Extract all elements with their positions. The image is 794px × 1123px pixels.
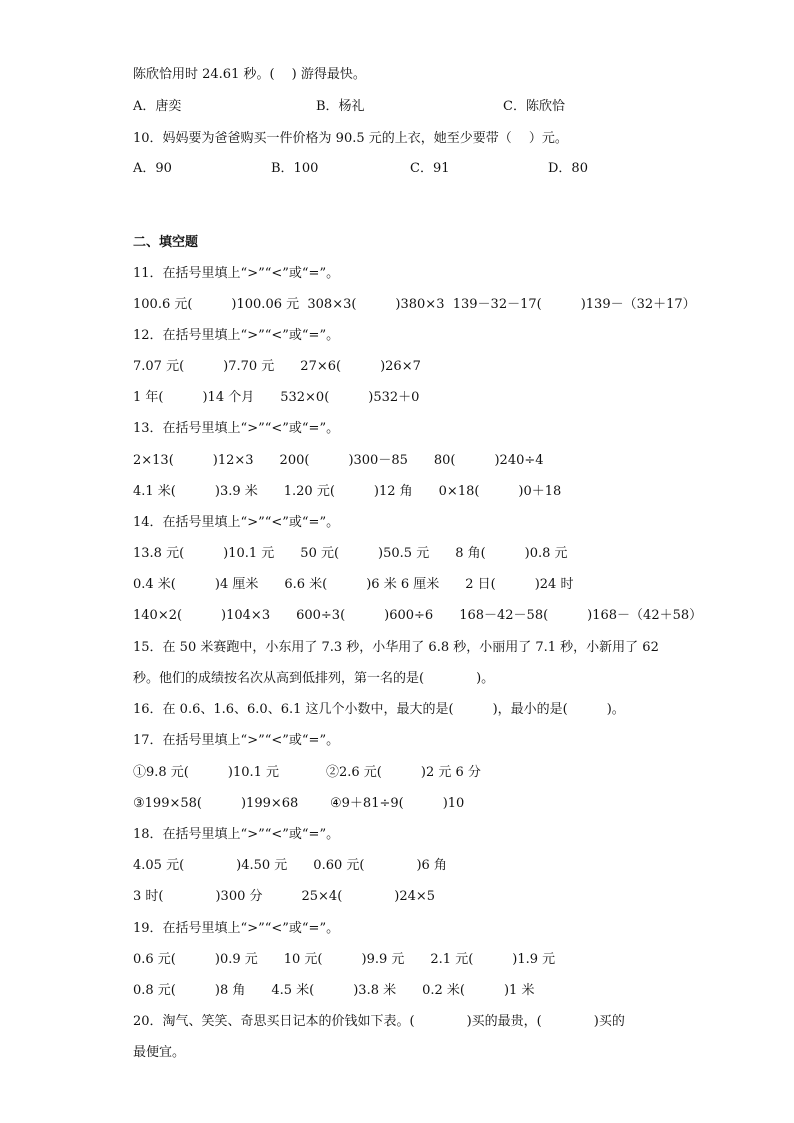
q9-options [133, 98, 565, 116]
q19-stem: 19．在括号里填上“>”“<”或“=”。 [133, 921, 340, 936]
q18-line-1: 4.05 元( )4.50 元 0.60 元( )6 角 [133, 858, 447, 873]
q9-option-a[interactable]: A．唐奕 [133, 99, 182, 114]
q12-line-2: 1 年( )14 个月 532×0( )532＋0 [133, 390, 420, 405]
q9-option-c[interactable]: C．陈欣恰 [503, 99, 565, 114]
q17-stem: 17．在括号里填上“>”“<”或“=”。 [133, 733, 340, 748]
q17-row-2 [133, 795, 465, 813]
q12-stem: 12．在括号里填上“>”“<”或“=”。 [133, 328, 340, 343]
q9-option-b[interactable]: B．杨礼 [316, 99, 365, 114]
q13-line-2: 4.1 米( )3.9 米 1.20 元( )12 角 0×18( )0＋18 [133, 484, 562, 499]
q10-option-a[interactable]: A．90 [133, 161, 172, 176]
section-title: 二、填空题 [133, 235, 199, 250]
q14-line-3: 140×2( )104×3 600÷3( )600÷6 168－42－58( )168－（42＋58） [133, 608, 703, 623]
q20-line-2: 最便宜。 [133, 1045, 186, 1060]
q10-stem: 10．妈妈要为爸爸购买一件价格为 90.5 元的上衣，她至少要带（ ）元。 [133, 131, 568, 146]
q17-row-1 [133, 764, 481, 782]
q16-stem: 16．在 0.6、1.6、6.0、6.1 这几个小数中，最大的是( )，最小的是( )。 [133, 702, 625, 717]
q14-line-1: 13.8 元( )10.1 元 50 元( )50.5 元 8 角( )0.8 元 [133, 546, 568, 561]
q11-stem: 11．在括号里填上“>”“<”或“=”。 [133, 266, 340, 281]
q10-option-d[interactable]: D．80 [548, 161, 588, 176]
q10-option-b[interactable]: B．100 [271, 161, 319, 176]
q17-item-2: ②2.6 元( )2 元 6 分 [326, 765, 481, 780]
q19-line-2: 0.8 元( )8 角 4.5 米( )3.8 米 0.2 米( )1 米 [133, 983, 535, 998]
q17-item-3: ③199×58( )199×68 [133, 796, 299, 811]
q14-stem: 14．在括号里填上“>”“<”或“=”。 [133, 515, 340, 530]
q13-line-1: 2×13( )12×3 200( )300－85 80( )240÷4 [133, 453, 544, 468]
q17-item-1: ①9.8 元( )10.1 元 [133, 765, 280, 780]
q19-line-1: 0.6 元( )0.9 元 10 元( )9.9 元 2.1 元( )1.9 元 [133, 952, 556, 967]
q20-line-1: 20．淘气、笑笑、奇思买日记本的价钱如下表。( )买的最贵，( )买的 [133, 1014, 625, 1029]
q14-line-2: 0.4 米( )4 厘米 6.6 米( )6 米 6 厘米 2 日( )24 时 [133, 577, 574, 592]
q15-line-2: 秒。他们的成绩按名次从高到低排列，第一名的是( )。 [133, 671, 495, 686]
q13-stem: 13．在括号里填上“>”“<”或“=”。 [133, 421, 340, 436]
q18-stem: 18．在括号里填上“>”“<”或“=”。 [133, 827, 340, 842]
q17-item-4: ④9＋81÷9( )10 [330, 796, 465, 811]
q10-option-c[interactable]: C．91 [410, 161, 450, 176]
q12-line-1: 7.07 元( )7.70 元 27×6( )26×7 [133, 359, 421, 374]
q15-line-1: 15．在 50 米赛跑中，小东用了 7.3 秒，小华用了 6.8 秒，小丽用了 7.1 秒，小新用了 62 [133, 640, 659, 655]
q10-options [133, 160, 588, 178]
q11-line-1: 100.6 元( )100.06 元 308×3( )380×3 139－32－17( )139－（32＋17） [133, 297, 696, 312]
q18-line-2: 3 时( )300 分 25×4( )24×5 [133, 889, 436, 904]
q9-tail: 陈欣恰用时 24.61 秒。( ) 游得最快。 [133, 67, 366, 82]
